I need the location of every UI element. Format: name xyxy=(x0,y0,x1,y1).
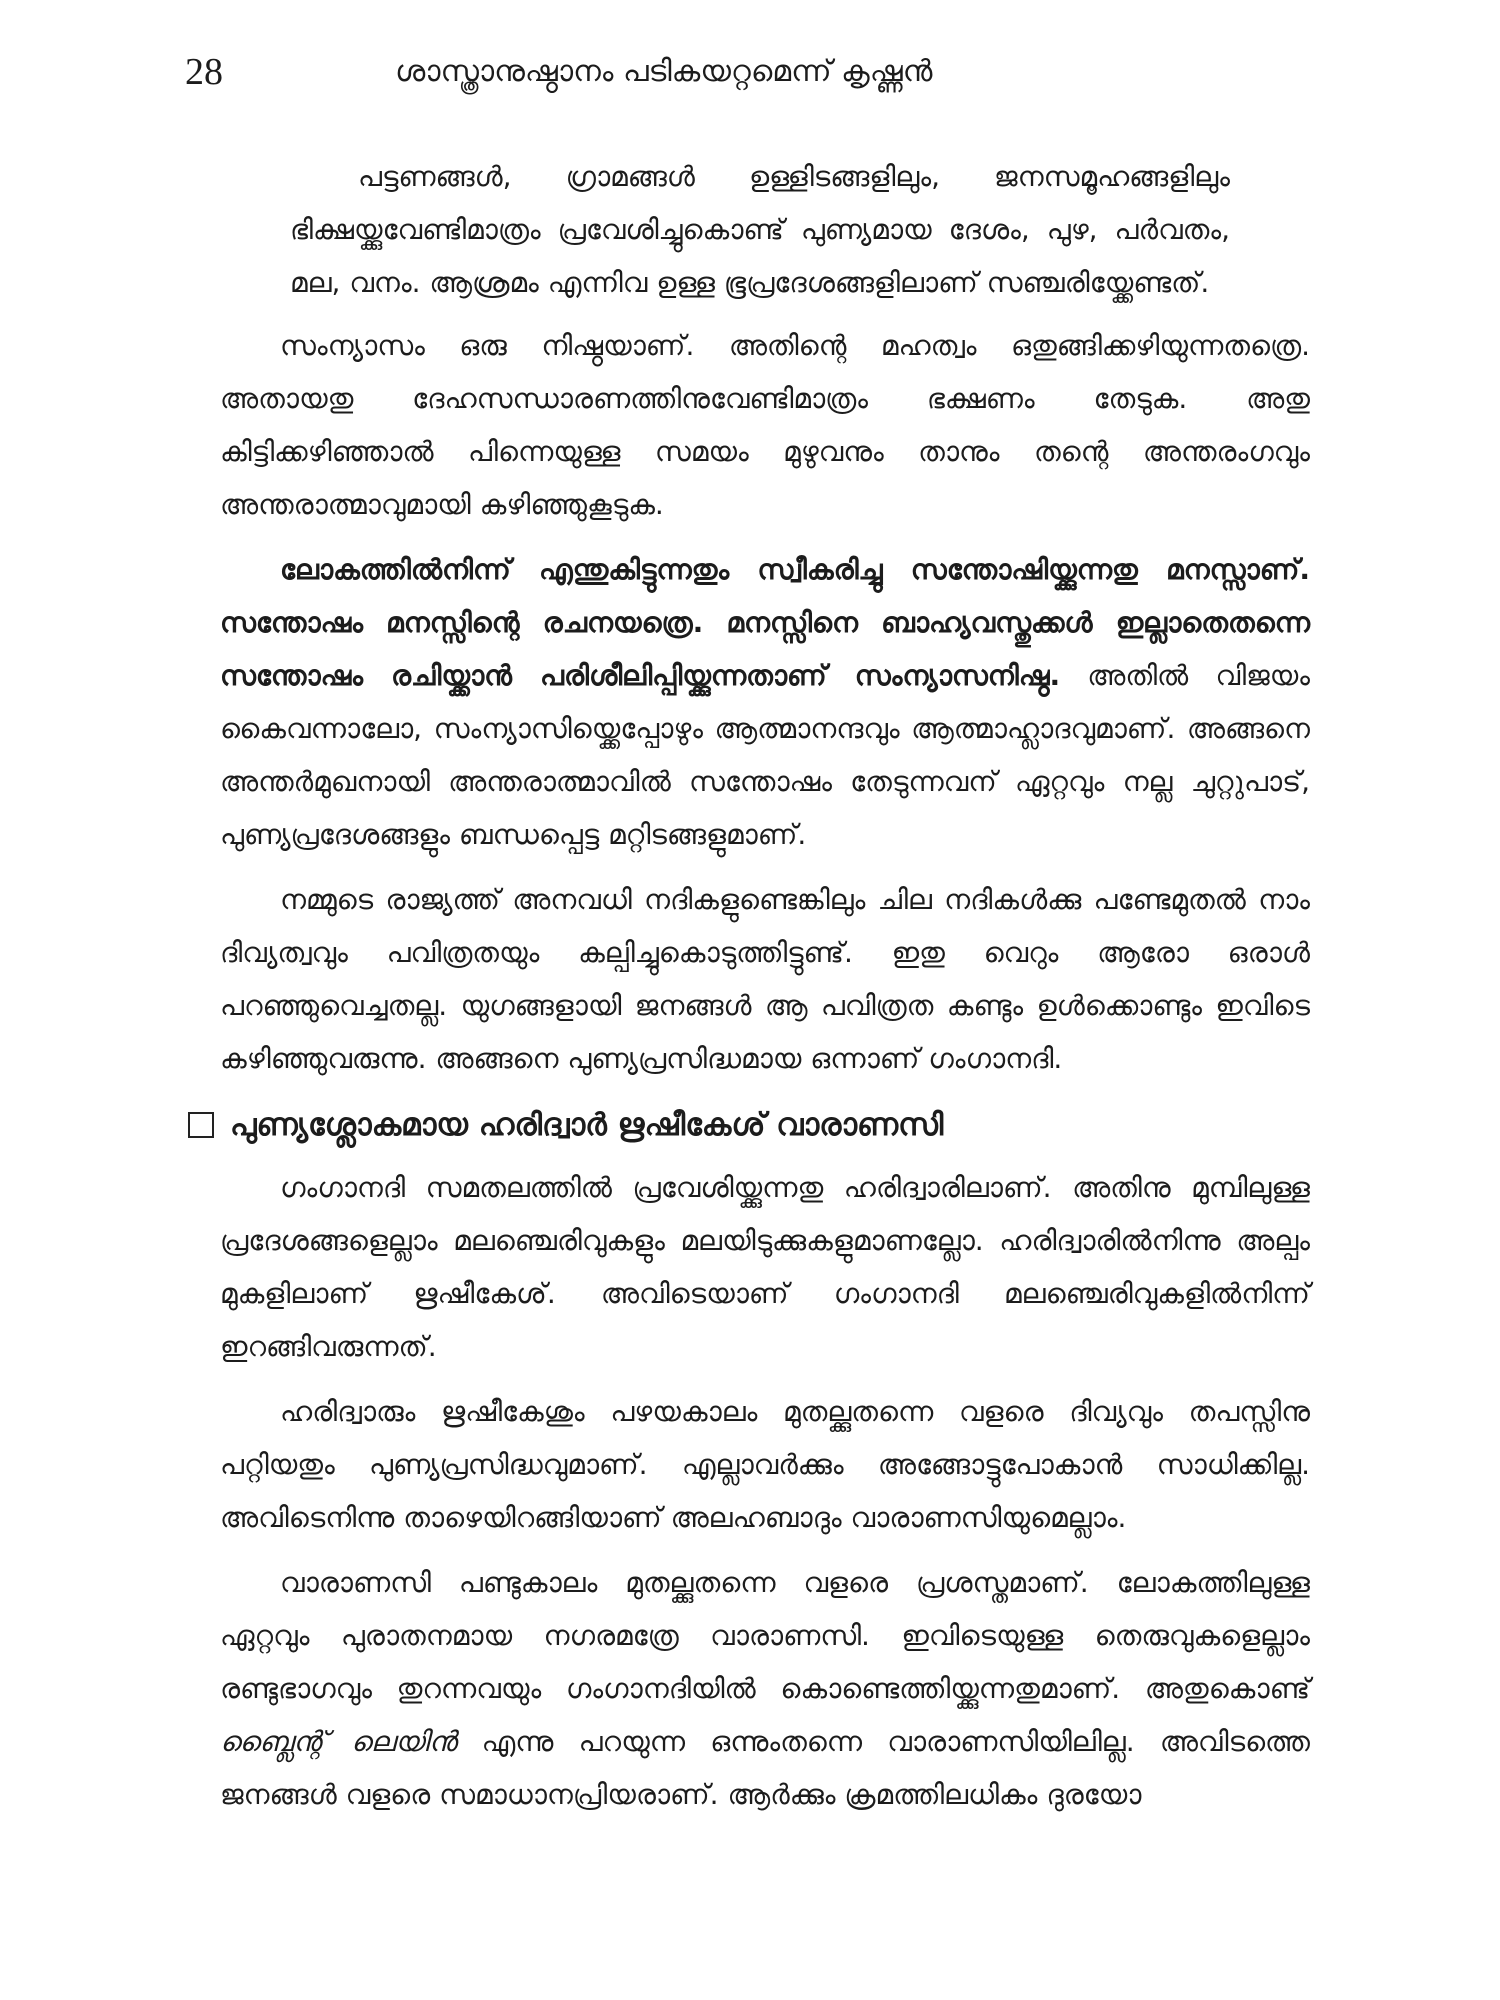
section-heading xyxy=(188,1097,1310,1153)
paragraph-mind-bold: ലോകത്തിൽനിന്ന് എന്തുകിട്ടുന്നതും സ്വീകരിച്ചു സന്തോഷിയ്ക്കുന്നതു മനസ്സാണ്. സന്തോഷം മനസ്സിന്റെ രചനയത്രെ. മനസ്സിനെ ബാഹ്യവസ്തുക്കൾ ഇല്ലാതെതന്നെ സന്തോഷം രചിയ്ക്കാൻ പരിശീലിപ്പിയ്ക്കുന്നതാണ് സംന്യാസനിഷ്ഠ. xyxy=(220,553,1310,692)
page-number: 28 xyxy=(185,51,223,93)
block-quote xyxy=(290,150,1230,309)
paragraph-varanasi-a: വാരാണസി പണ്ടുകാലം മുതല്ക്കുതന്നെ വളരെ പ്രശസ്തമാണ്. ലോകത്തിലുള്ള ഏറ്റവും പുരാതനമായ നഗരമത്രേ വാരാണസി. ഇവിടെയുള്ള തെരുവുകളെല്ലാം രണ്ടുഭാഗവും തുറന്നവയും ഗംഗാനദിയിൽ കൊണ്ടെത്തിയ്ക്കുന്നതുമാണ്. അതുകൊണ്ട് xyxy=(220,1566,1310,1705)
section-heading-text: പുണ്യശ്ലോകമായ ഹരിദ്വാർ ഋഷീകേശ് വാരാണസി xyxy=(230,1107,944,1143)
paragraph-mind xyxy=(220,543,1310,861)
square-bullet-icon xyxy=(188,1112,214,1138)
paragraph-rishikesh: ഹരിദ്വാരും ഋഷീകേശും പഴയകാലം മുതല്ക്കുതന്നെ വളരെ ദിവ്യവും തപസ്സിനു പറ്റിയതും പുണ്യപ്രസിദ്ധവുമാണ്. എല്ലാവർക്കും അങ്ങോട്ടുപോകാൻ സാധിക്കില്ല. അവിടെനിന്നു താഴെയിറങ്ങിയാണ് അലഹബാദും വാരാണസിയുമെല്ലാം. xyxy=(220,1395,1310,1534)
paragraph-varanasi-b: എന്നു പറയുന്ന ഒന്നുംതന്നെ വാരാണസിയിലില്ല. അവിടത്തെ ജനങ്ങൾ വളരെ സമാധാനപ്രിയരാണ്. ആർക്കും ക്രമത്തിലധികം ദുരയോ xyxy=(220,1725,1311,1811)
paragraph-rivers: നമ്മുടെ രാജ്യത്ത് അനവധി നദികളുണ്ടെങ്കിലും ചില നദികൾക്കു പണ്ടേമുതൽ നാം ദിവ്യത്വവും പവിത്രതയും കല്പിച്ചുകൊടുത്തിട്ടുണ്ട്. ഇതു വെറും ആരോ ഒരാൾ പറഞ്ഞുവെച്ചതല്ല. യുഗങ്ങളായി ജനങ്ങൾ ആ പവിത്രത കണ്ടും ഉൾക്കൊണ്ടും ഇവിടെ കഴിഞ്ഞുവരുന്നു. അങ്ങനെ പുണ്യപ്രസിദ്ധമായ ഒന്നാണ് ഗംഗാനദി. xyxy=(220,883,1310,1075)
paragraph-varanasi xyxy=(220,1556,1310,1821)
paragraph-haridwar: ഗംഗാനദി സമതലത്തിൽ പ്രവേശിയ്ക്കുന്നതു ഹരിദ്വാരിലാണ്. അതിനു മുമ്പിലുള്ള പ്രദേശങ്ങളെല്ലാം മലഞ്ചെരിവുകളും മലയിടുക്കുകളുമാണല്ലോ. ഹരിദ്വാരിൽനിന്നു അല്പം മുകളിലാണ് ഋഷീകേശ്. അവിടെയാണ് ഗംഗാനദി മലഞ്ചെരിവുകളിൽനിന്ന് ഇറങ്ങിവരുന്നത്. xyxy=(220,1171,1310,1363)
page-body xyxy=(180,150,1310,1833)
paragraph-varanasi-italic: ബ്ലൈന്റ് ലെയിൻ xyxy=(220,1725,457,1758)
page-header xyxy=(185,42,1315,102)
quote-text: പട്ടണങ്ങൾ, ഗ്രാമങ്ങൾ ഉള്ളിടങ്ങളിലും, ജനസമൂഹങ്ങളിലും ഭിക്ഷയ്ക്കുവേണ്ടിമാത്രം പ്രവേശിച്ചുകൊണ്ട് പുണ്യമായ ദേശം, പുഴ, പർവതം, മല, വനം. ആശ്രമം എന്നിവ ഉള്ള ഭൂപ്രദേശങ്ങളിലാണ് സഞ്ചരിയ്ക്കേണ്ടത്. xyxy=(290,160,1230,299)
running-title: ശാസ്ത്രാനുഷ്ഠാനം പടികയറ്റമെന്ന് കൃഷ്ണൻ xyxy=(395,54,933,89)
paragraph-sannyasa: സംന്യാസം ഒരു നിഷ്ഠയാണ്. അതിന്റെ മഹത്വം ഒതുങ്ങിക്കഴിയുന്നതത്രെ. അതായതു ദേഹസന്ധാരണത്തിനുവേണ്ടിമാത്രം ഭക്ഷണം തേടുക. അതു കിട്ടിക്കഴിഞ്ഞാൽ പിന്നെയുള്ള സമയം മുഴുവനും താനും തന്റെ അന്തരംഗവും അന്തരാത്മാവുമായി കഴിഞ്ഞുകൂടുക. xyxy=(220,329,1310,521)
paragraph-mind-rest: അതിൽ വിജയം കൈവന്നാലോ, സംന്യാസിയ്ക്കെപ്പോഴും ആത്മാനന്ദവും ആത്മാഹ്ലാദവുമാണ്. അങ്ങനെ അന്തർമുഖനായി അന്തരാത്മാവിൽ സന്തോഷം തേടുന്നവന് ഏറ്റവും നല്ല ചുറ്റുപാട്, പുണ്യപ്രദേശങ്ങളും ബന്ധപ്പെട്ട മറ്റിടങ്ങളുമാണ്. xyxy=(220,659,1310,851)
